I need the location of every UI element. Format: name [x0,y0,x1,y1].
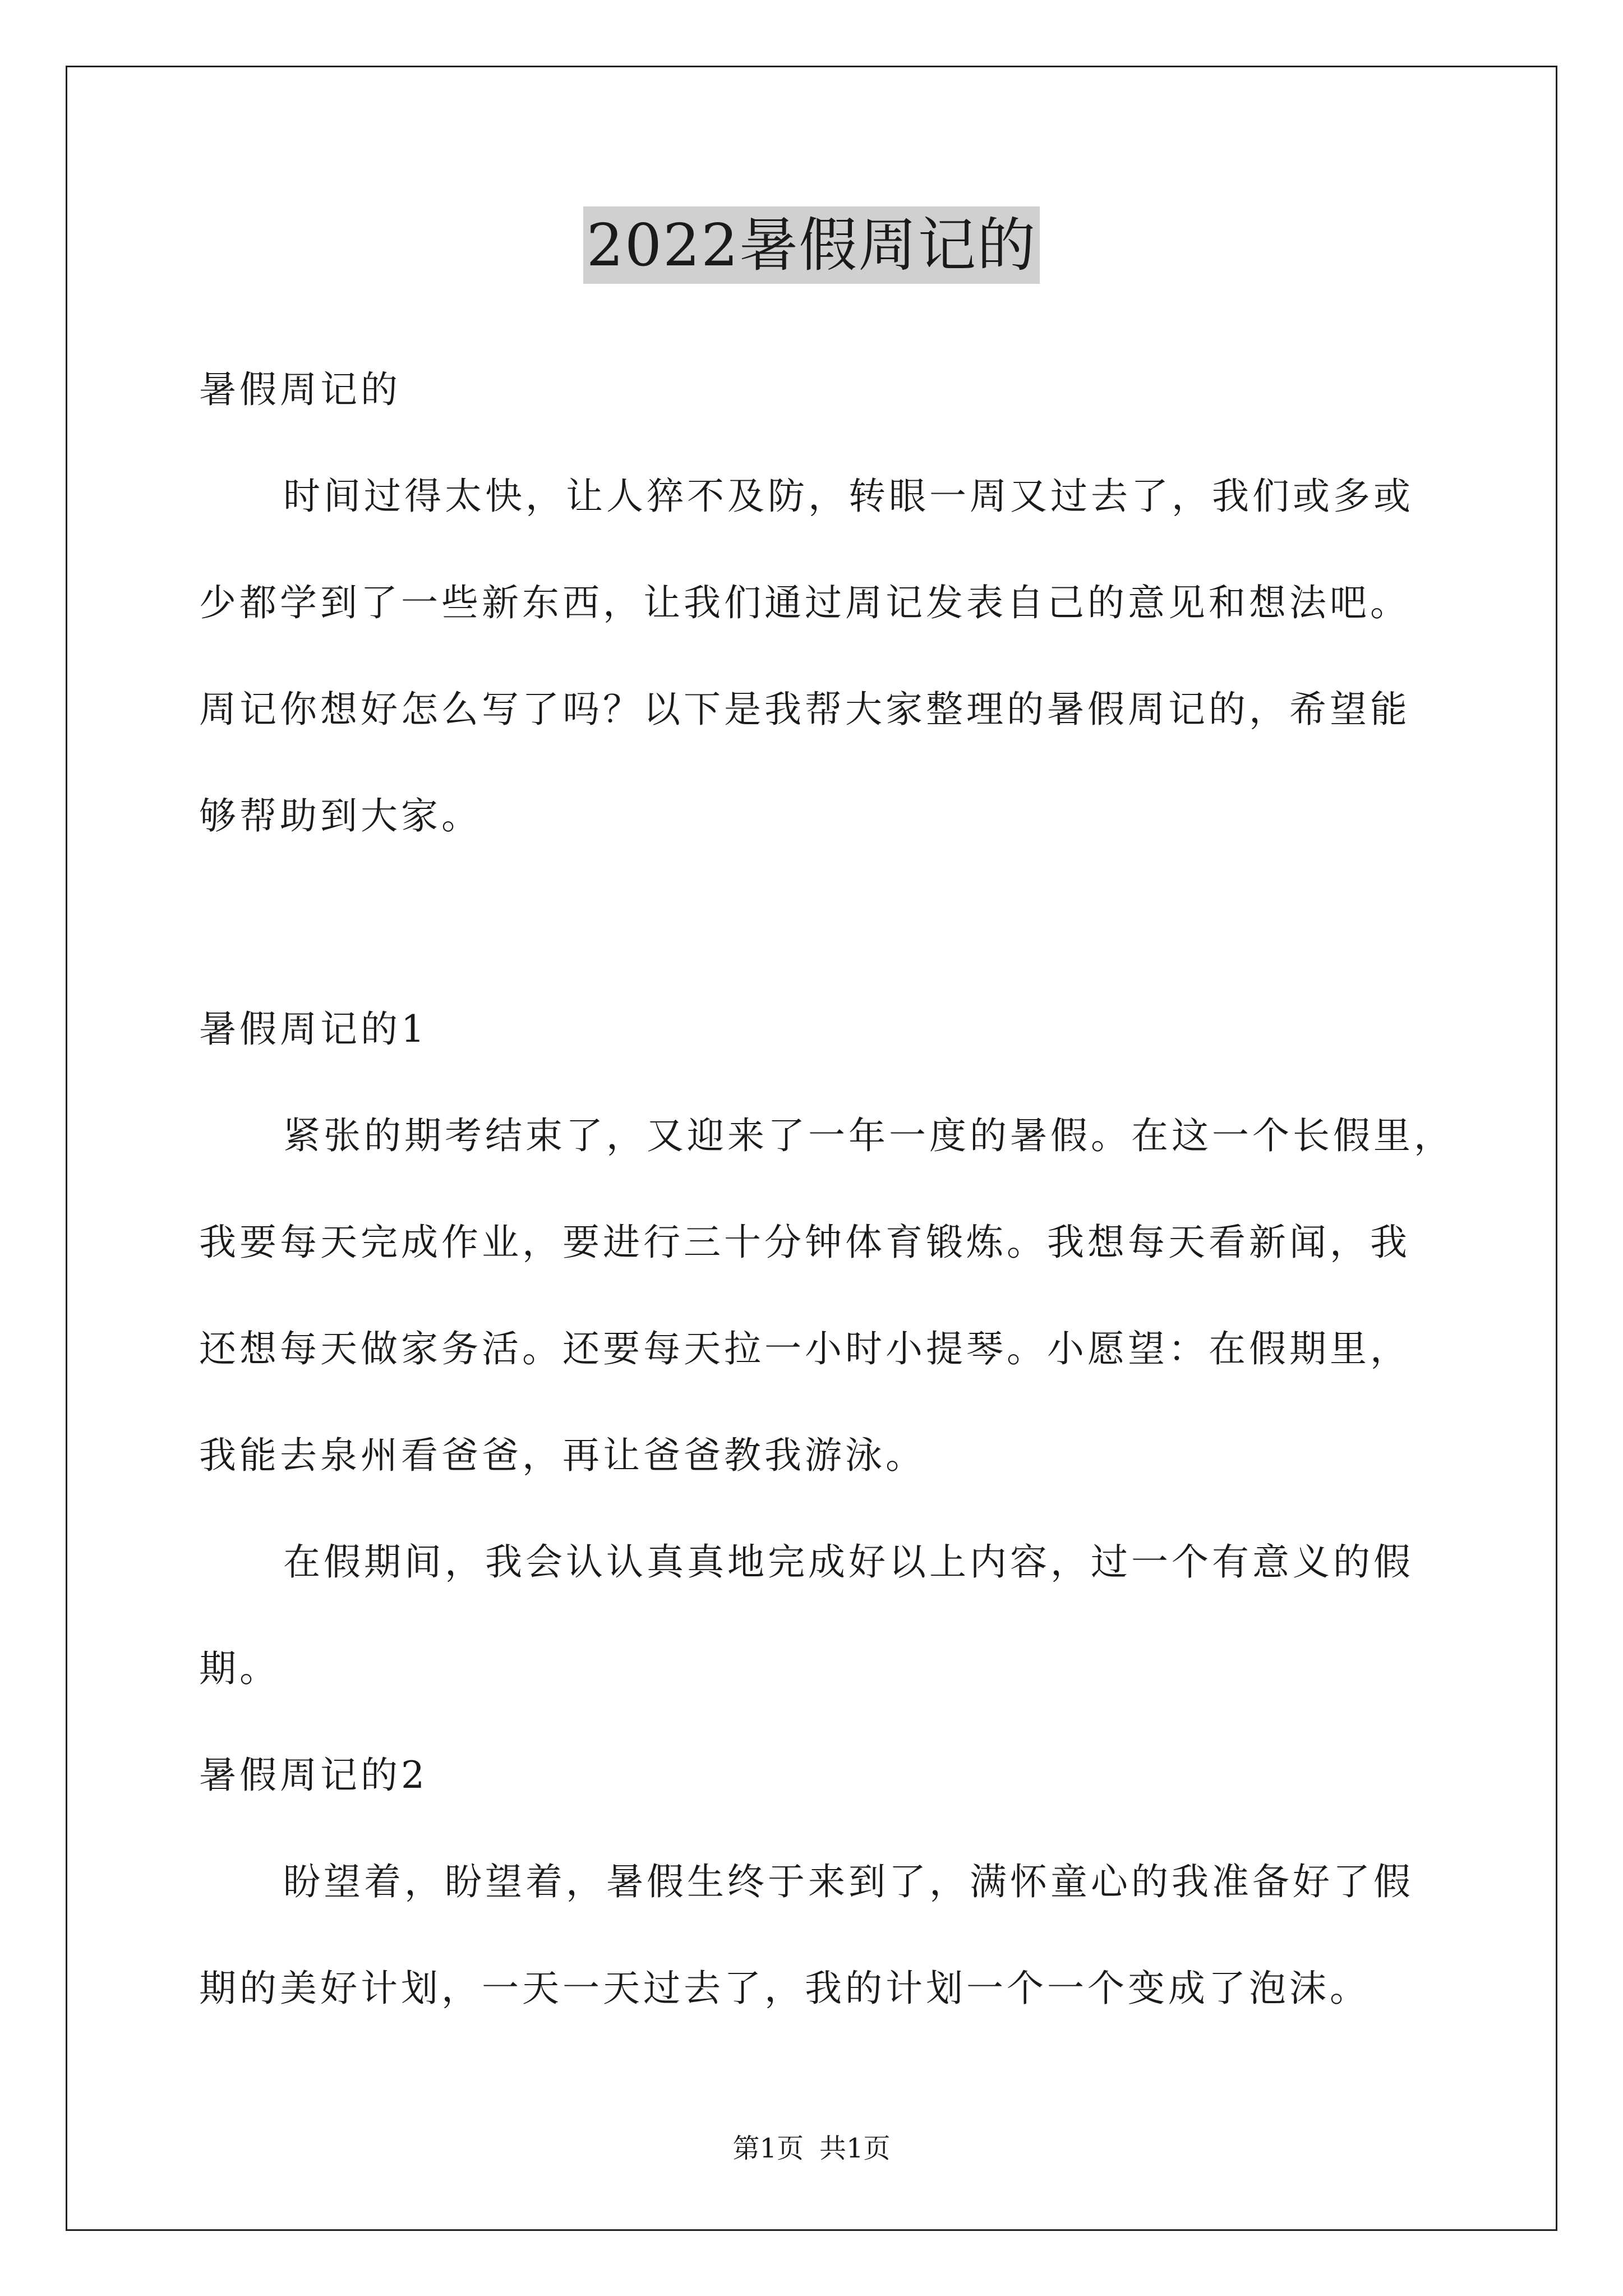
section-heading: 暑假周记的 [199,368,401,411]
paragraph-line: 在假期间，我会认认真真地完成好以上内容，过一个有意义的假 [283,1540,1414,1584]
paragraph-line: 我要每天完成作业，要进行三十分钟体育锻炼。我想每天看新闻，我 [199,1221,1410,1264]
paragraph-line: 还想每天做家务活。还要每天拉一小时小提琴。小愿望：在假期里， [199,1327,1410,1370]
section-heading: 暑假周记的1 [199,1007,428,1051]
document-body [199,337,1454,2042]
page-number: 第1页 [732,2133,804,2164]
paragraph-line: 期的美好计划，一天一天过去了，我的计划一个一个变成了泡沫。 [199,1967,1370,2010]
page-footer [0,2132,1623,2165]
page-total: 共1页 [819,2133,891,2164]
paragraph-line: 期。 [199,1647,280,1690]
section-heading: 暑假周记的2 [199,1754,428,1797]
paragraph-line: 周记你想好怎么写了吗？以下是我帮大家整理的暑假周记的，希望能 [199,688,1410,731]
paragraph-line: 我能去泉州看爸爸，再让爸爸教我游泳。 [199,1434,926,1477]
blank-line [199,869,1450,976]
paragraph-line: 时间过得太快，让人猝不及防，转眼一周又过去了，我们或多或 [283,475,1414,518]
title-wrap [0,206,1623,284]
paragraph-line: 紧张的期考结束了，又迎来了一年一度的暑假。在这一个长假里， [283,1114,1454,1157]
paragraph-line: 够帮助到大家。 [199,794,482,838]
document-title: 2022暑假周记的 [583,206,1040,284]
paragraph-line: 少都学到了一些新东西，让我们通过周记发表自己的意见和想法吧。 [199,581,1410,624]
paragraph-line: 盼望着，盼望着，暑假生终于来到了，满怀童心的我准备好了假 [283,1860,1414,1903]
